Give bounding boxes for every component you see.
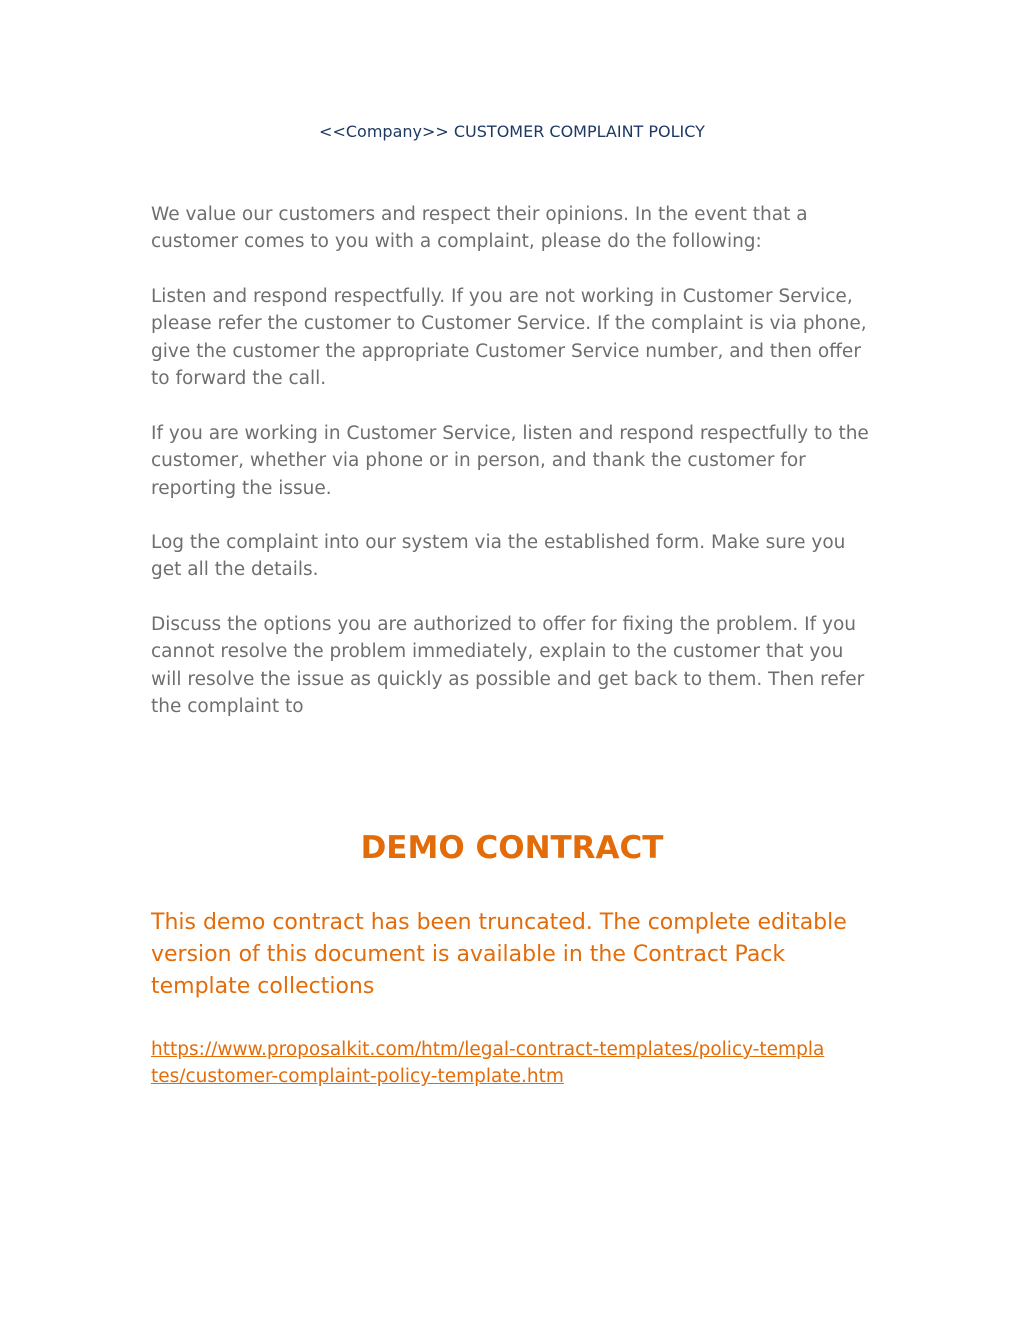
demo-contract-heading: DEMO CONTRACT: [360, 830, 664, 866]
paragraph-listen: Listen and respond respectfully. If you are not working in Customer Service, please refer the customer to Customer Service. If the complaint is via phone, give the customer the appropriate Customer Service number, and then offer to forward the call.: [151, 286, 867, 389]
demo-truncation-note: This demo contract has been truncated. The complete editable version of this document is available in the Contract Pack template collections: [151, 910, 847, 999]
paragraph-log-complaint: Log the complaint into our system via the established form. Make sure you get all the details.: [151, 532, 846, 581]
paragraph-intro: We value our customers and respect their opinions. In the event that a customer comes to you with a complaint, please do the following:: [151, 204, 808, 253]
paragraph-discuss-options: Discuss the options you are authorized to offer for fixing the problem. If you cannot resolve the problem immediately, explain to the customer that you will resolve the issue as quickly as possible and get back to them. Then refer the complaint to: [151, 614, 865, 717]
paragraph-customer-service: If you are working in Customer Service, listen and respond respectfully to the customer, whether via phone or in person, and thank the customer for reporting the issue.: [151, 423, 869, 499]
document-title: <<Company>> CUSTOMER COMPLAINT POLICY: [319, 122, 705, 141]
template-link[interactable]: https://www.proposalkit.com/htm/legal-contract-templates/policy-templates/customer-complaint-policy-template.htm: [151, 1039, 825, 1088]
